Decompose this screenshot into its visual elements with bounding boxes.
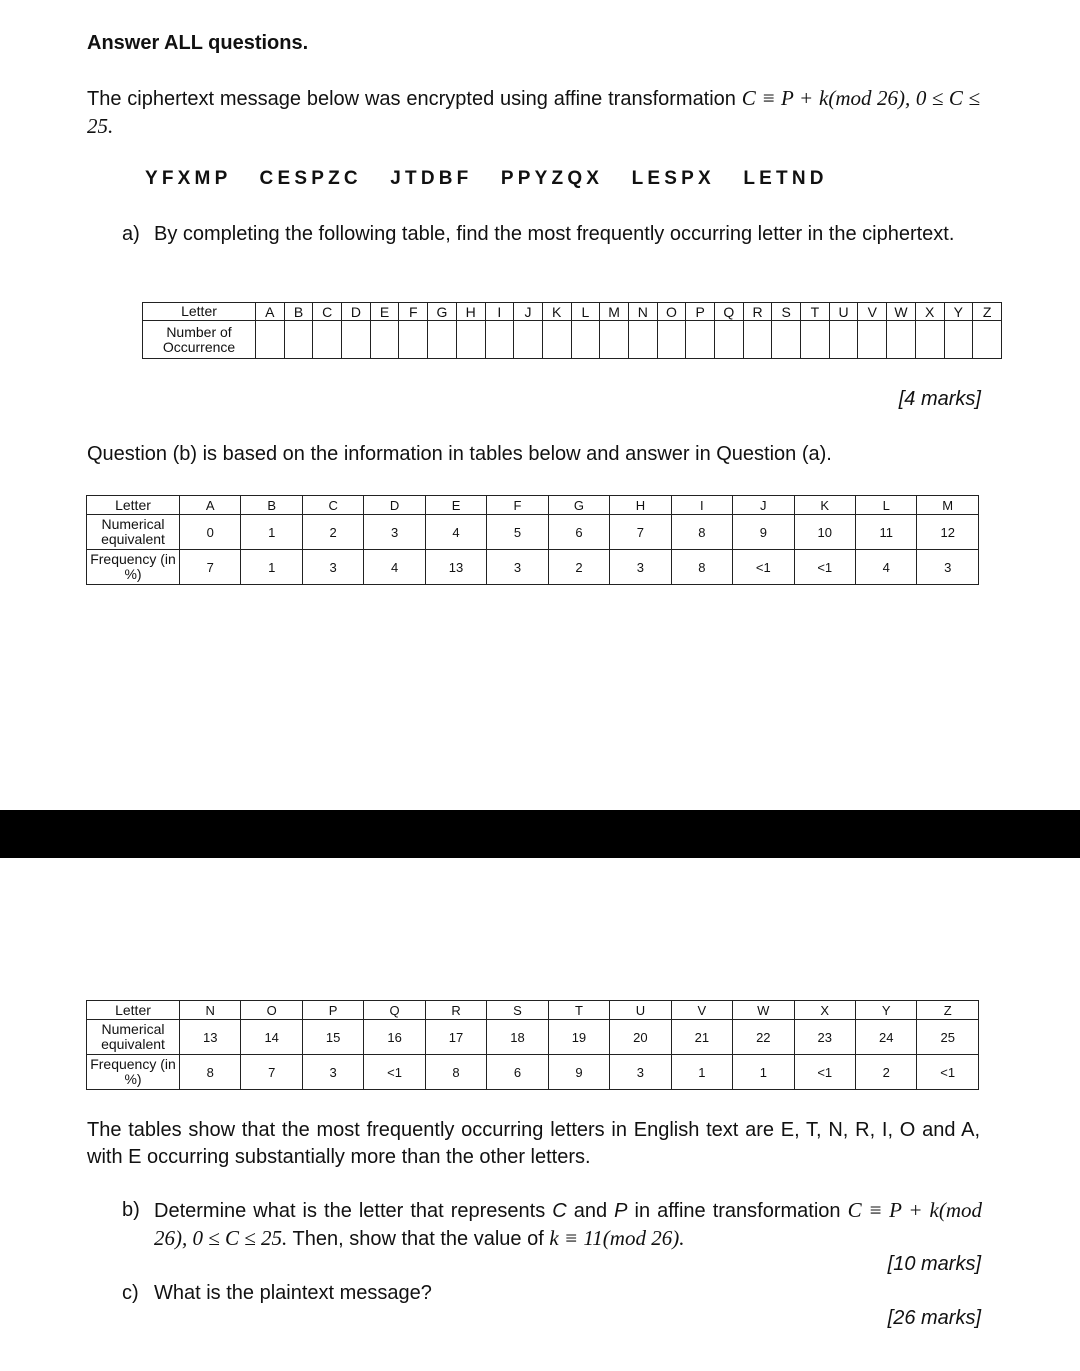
freq-frequency-cell: 2 <box>855 1055 916 1090</box>
question-b-var-p: P <box>614 1200 628 1222</box>
question-b-label: b) <box>122 1199 140 1221</box>
tables-note: The tables show that the most frequently occurring letters in English text are E, T, N, R, I, O and A, with E occurring substantially more than the other letters. <box>87 1119 980 1168</box>
intro-formula-rest: k(mod 26), 0 ≤ C ≤ 25. <box>87 86 980 138</box>
freq-frequency-cell: <1 <box>794 1055 855 1090</box>
freq-frequency-cell: <1 <box>917 1055 979 1090</box>
count-letter-cell: O <box>657 303 686 321</box>
freq-frequency-cell: 6 <box>487 1055 548 1090</box>
count-occurrence-cell[interactable] <box>456 321 485 359</box>
question-b-formula-rest: k(mod 26), 0 ≤ C ≤ 25. <box>154 1198 983 1250</box>
question-b-text <box>154 1197 982 1253</box>
freq-numerical-cell: 2 <box>302 515 363 550</box>
frequency-table-a-to-m <box>86 495 979 585</box>
question-b-formula-lhs: C ≡ P + <box>847 1198 923 1222</box>
count-table-letter-header: Letter <box>143 303 256 321</box>
freq-frequency-cell: 3 <box>302 550 363 585</box>
freq-row-header: Letter <box>87 496 180 515</box>
freq-letter-cell: N <box>180 1001 241 1020</box>
count-table-occurrence-row <box>143 321 1002 359</box>
freq-frequency-cell: 8 <box>425 1055 486 1090</box>
freq-numerical-cell: 15 <box>302 1020 363 1055</box>
count-letter-cell: K <box>542 303 571 321</box>
freq-frequency-cell: 7 <box>241 1055 302 1090</box>
freq-row-numerical <box>87 1020 979 1055</box>
freq-frequency-cell: <1 <box>794 550 855 585</box>
freq-letter-cell: M <box>917 496 979 515</box>
freq-row-header: Numerical equivalent <box>87 1020 180 1055</box>
freq-frequency-cell: 8 <box>180 1055 241 1090</box>
question-b-var-c: C <box>552 1200 567 1222</box>
freq-letter-cell: S <box>487 1001 548 1020</box>
question-b-text-part1: Determine what is the letter that represents <box>154 1200 546 1222</box>
count-occurrence-cell[interactable] <box>342 321 371 359</box>
question-b-intro: Question (b) is based on the information in tables below and answer in Question (a). <box>87 443 832 465</box>
freq-numerical-cell: 11 <box>855 515 916 550</box>
question-b-k-formula: k ≡ 11(mod 26). <box>549 1226 685 1250</box>
freq-row-frequency <box>87 1055 979 1090</box>
question-a <box>122 221 982 248</box>
count-letter-cell: U <box>829 303 858 321</box>
freq-row-header: Numerical equivalent <box>87 515 180 550</box>
question-b-and: and <box>573 1200 608 1222</box>
freq-letter-cell: F <box>487 496 548 515</box>
question-c-label: c) <box>122 1282 139 1304</box>
count-letter-cell: A <box>256 303 285 321</box>
count-occurrence-cell[interactable] <box>628 321 657 359</box>
freq-numerical-cell: 5 <box>487 515 548 550</box>
freq-numerical-cell: 4 <box>425 515 486 550</box>
count-occurrence-cell[interactable] <box>858 321 887 359</box>
count-occurrence-cell[interactable] <box>256 321 285 359</box>
freq-frequency-cell: 1 <box>241 550 302 585</box>
count-letter-cell: D <box>342 303 371 321</box>
freq-row-letter <box>87 496 979 515</box>
freq-numerical-cell: 24 <box>855 1020 916 1055</box>
freq-numerical-cell: 22 <box>733 1020 794 1055</box>
freq-letter-cell: V <box>671 1001 732 1020</box>
count-occurrence-cell[interactable] <box>514 321 543 359</box>
freq-numerical-cell: 9 <box>733 515 794 550</box>
count-occurrence-cell[interactable] <box>772 321 801 359</box>
freq-letter-cell: Y <box>855 1001 916 1020</box>
freq-numerical-cell: 25 <box>917 1020 979 1055</box>
intro-formula-lhs: C ≡ P + <box>741 86 814 110</box>
freq-numerical-cell: 12 <box>917 515 979 550</box>
freq-numerical-cell: 10 <box>794 515 855 550</box>
freq-numerical-cell: 21 <box>671 1020 732 1055</box>
count-letter-cell: E <box>370 303 399 321</box>
freq-numerical-cell: 23 <box>794 1020 855 1055</box>
count-letter-cell: M <box>600 303 629 321</box>
count-occurrence-cell[interactable] <box>715 321 744 359</box>
freq-frequency-cell: 3 <box>302 1055 363 1090</box>
count-letter-cell: C <box>313 303 342 321</box>
count-occurrence-cell[interactable] <box>915 321 944 359</box>
count-occurrence-cell[interactable] <box>944 321 973 359</box>
freq-numerical-cell: 20 <box>610 1020 671 1055</box>
freq-letter-cell: C <box>302 496 363 515</box>
freq-numerical-cell: 18 <box>487 1020 548 1055</box>
question-b-marks: [10 marks] <box>887 1253 981 1275</box>
count-letter-cell: P <box>686 303 715 321</box>
count-occurrence-cell[interactable] <box>887 321 916 359</box>
count-occurrence-cell[interactable] <box>973 321 1002 359</box>
question-a-text: By completing the following table, find the most frequently occurring letter in the ciphertext. <box>154 223 955 245</box>
freq-frequency-cell: 9 <box>548 1055 609 1090</box>
freq-frequency-cell: 1 <box>671 1055 732 1090</box>
count-occurrence-cell[interactable] <box>829 321 858 359</box>
freq-frequency-cell: 2 <box>548 550 609 585</box>
freq-letter-cell: B <box>241 496 302 515</box>
redaction-bar <box>0 810 1080 858</box>
count-letter-cell: B <box>284 303 313 321</box>
count-occurrence-cell[interactable] <box>542 321 571 359</box>
question-b-text-part2: in affine transformation <box>634 1200 841 1222</box>
freq-numerical-cell: 13 <box>180 1020 241 1055</box>
question-a-marks: [4 marks] <box>898 388 981 410</box>
count-table-occurrence-header: Number of Occurrence <box>143 321 256 359</box>
freq-letter-cell: D <box>364 496 425 515</box>
count-occurrence-cell[interactable] <box>313 321 342 359</box>
freq-letter-cell: J <box>733 496 794 515</box>
count-letter-cell: Z <box>973 303 1002 321</box>
question-b-text-part3: Then, show that the value of <box>292 1228 544 1250</box>
freq-frequency-cell: <1 <box>364 1055 425 1090</box>
freq-numerical-cell: 0 <box>180 515 241 550</box>
freq-letter-cell: Z <box>917 1001 979 1020</box>
count-letter-cell: T <box>801 303 830 321</box>
freq-frequency-cell: 3 <box>917 550 979 585</box>
count-letter-cell: X <box>915 303 944 321</box>
count-occurrence-cell[interactable] <box>428 321 457 359</box>
frequency-table-n-to-z <box>86 1000 979 1090</box>
freq-numerical-cell: 14 <box>241 1020 302 1055</box>
freq-frequency-cell: 8 <box>671 550 732 585</box>
freq-row-header: Frequency (in %) <box>87 1055 180 1090</box>
freq-numerical-cell: 1 <box>241 515 302 550</box>
freq-letter-cell: A <box>180 496 241 515</box>
count-occurrence-cell[interactable] <box>370 321 399 359</box>
freq-frequency-cell: 3 <box>610 550 671 585</box>
freq-letter-cell: R <box>425 1001 486 1020</box>
count-letter-cell: L <box>571 303 600 321</box>
freq-row-frequency <box>87 550 979 585</box>
freq-row-header: Letter <box>87 1001 180 1020</box>
freq-frequency-cell: 3 <box>487 550 548 585</box>
count-occurrence-cell[interactable] <box>399 321 428 359</box>
question-c <box>122 1280 722 1307</box>
count-occurrence-cell[interactable] <box>485 321 514 359</box>
freq-numerical-cell: 3 <box>364 515 425 550</box>
freq-letter-cell: E <box>425 496 486 515</box>
freq-letter-cell: X <box>794 1001 855 1020</box>
count-occurrence-cell[interactable] <box>284 321 313 359</box>
count-occurrence-cell[interactable] <box>657 321 686 359</box>
count-letter-cell: W <box>887 303 916 321</box>
occurrence-count-table <box>142 302 1002 359</box>
freq-numerical-cell: 8 <box>671 515 732 550</box>
freq-letter-cell: G <box>548 496 609 515</box>
freq-letter-cell: H <box>610 496 671 515</box>
question-b <box>122 1197 982 1253</box>
freq-letter-cell: I <box>671 496 732 515</box>
count-table-letter-row <box>143 303 1002 321</box>
freq-numerical-cell: 17 <box>425 1020 486 1055</box>
freq-numerical-cell: 7 <box>610 515 671 550</box>
count-letter-cell: Y <box>944 303 973 321</box>
count-letter-cell: S <box>772 303 801 321</box>
freq-letter-cell: L <box>855 496 916 515</box>
ciphertext: YFXMP CESPZC JTDBF PPYZQX LESPX LETND <box>145 168 828 189</box>
count-letter-cell: I <box>485 303 514 321</box>
freq-letter-cell: W <box>733 1001 794 1020</box>
question-c-text: What is the plaintext message? <box>154 1282 432 1304</box>
count-letter-cell: R <box>743 303 772 321</box>
intro-text: The ciphertext message below was encrypted using affine transformation <box>87 88 736 110</box>
freq-numerical-cell: 6 <box>548 515 609 550</box>
count-occurrence-cell[interactable] <box>600 321 629 359</box>
freq-frequency-cell: 7 <box>180 550 241 585</box>
count-letter-cell: H <box>456 303 485 321</box>
freq-letter-cell: K <box>794 496 855 515</box>
count-letter-cell: J <box>514 303 543 321</box>
freq-frequency-cell: 13 <box>425 550 486 585</box>
freq-letter-cell: O <box>241 1001 302 1020</box>
freq-letter-cell: T <box>548 1001 609 1020</box>
freq-frequency-cell: <1 <box>733 550 794 585</box>
freq-letter-cell: P <box>302 1001 363 1020</box>
count-occurrence-cell[interactable] <box>743 321 772 359</box>
freq-letter-cell: U <box>610 1001 671 1020</box>
count-letter-cell: F <box>399 303 428 321</box>
freq-row-letter <box>87 1001 979 1020</box>
freq-frequency-cell: 4 <box>855 550 916 585</box>
count-occurrence-cell[interactable] <box>801 321 830 359</box>
freq-row-header: Frequency (in %) <box>87 550 180 585</box>
intro-paragraph <box>87 85 980 141</box>
count-occurrence-cell[interactable] <box>686 321 715 359</box>
freq-frequency-cell: 4 <box>364 550 425 585</box>
question-a-label: a) <box>122 223 140 245</box>
count-letter-cell: G <box>428 303 457 321</box>
question-c-marks: [26 marks] <box>887 1307 981 1329</box>
freq-frequency-cell: 3 <box>610 1055 671 1090</box>
freq-letter-cell: Q <box>364 1001 425 1020</box>
page-heading: Answer ALL questions. <box>87 32 309 54</box>
count-letter-cell: V <box>858 303 887 321</box>
freq-frequency-cell: 1 <box>733 1055 794 1090</box>
count-letter-cell: N <box>628 303 657 321</box>
freq-numerical-cell: 19 <box>548 1020 609 1055</box>
freq-numerical-cell: 16 <box>364 1020 425 1055</box>
count-occurrence-cell[interactable] <box>571 321 600 359</box>
count-letter-cell: Q <box>715 303 744 321</box>
freq-row-numerical <box>87 515 979 550</box>
